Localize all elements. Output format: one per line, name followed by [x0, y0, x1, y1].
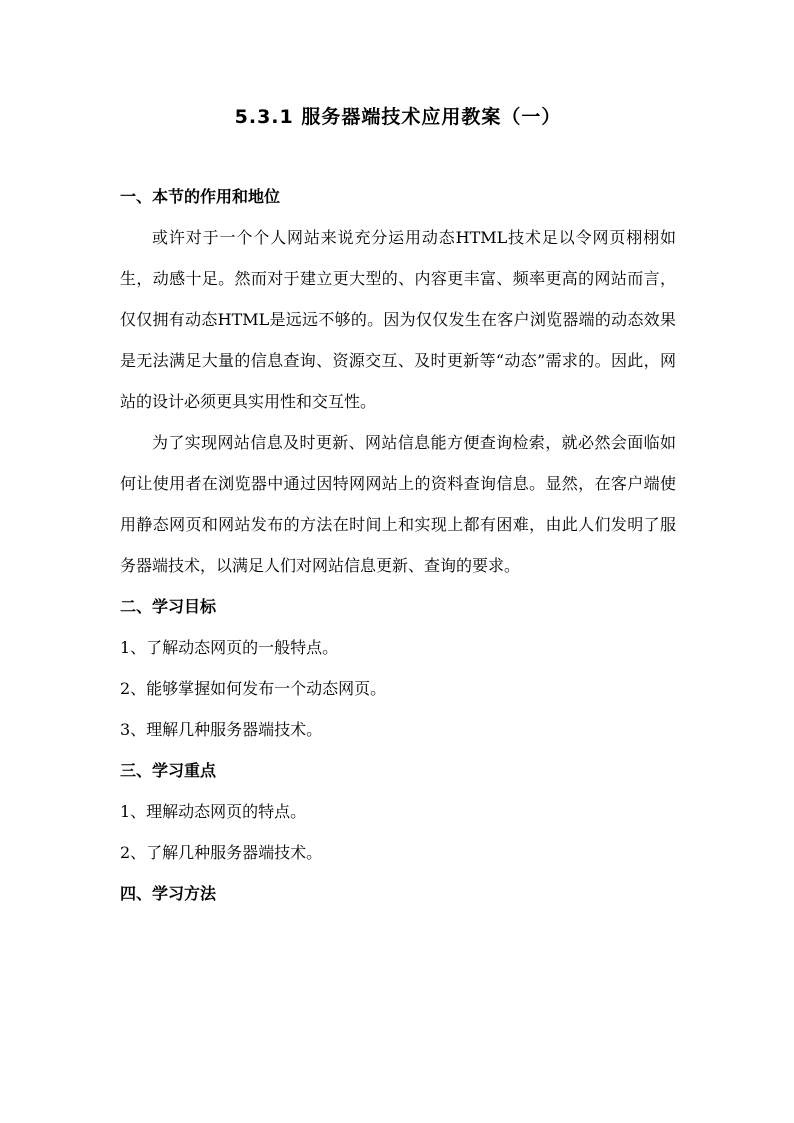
section-heading-methods: 四、学习方法 [120, 884, 217, 903]
section-heading-goals: 二、学习目标 [120, 597, 217, 616]
section-heading-role: 一、本节的作用和地位 [120, 187, 281, 206]
document-title: 5.3.1 服务器端技术应用教案（一） [234, 106, 562, 128]
goal-item: 1、了解动态网页的一般特点。 [120, 638, 339, 657]
paragraph-intro: 或许对于一个个人网站来说充分运用动态HTML技术足以令网页栩栩如生，动感十足。然而对于建立更大型的、内容更丰富、频率更高的网站而言，仅仅拥有动态HTML是远远不够的。因为仅仅发生在客户浏览器端的动态效果是无法满足大量的信息查询、资源交互、及时更新等“动态”需求的。因此，网站的设计必须更具实用性和交互性。 [120, 228, 676, 411]
goal-item: 3、理解几种服务器端技术。 [120, 720, 323, 739]
section-heading-key-points: 三、学习重点 [120, 761, 217, 780]
document-content [120, 100, 676, 914]
key-point-item: 2、了解几种服务器端技术。 [120, 843, 323, 862]
key-point-item: 1、理解动态网页的特点。 [120, 802, 307, 821]
goal-item: 2、能够掌握如何发布一个动态网页。 [120, 679, 387, 698]
paragraph-server-tech: 为了实现网站信息及时更新、网站信息能方便查询检索，就必然会面临如何让使用者在浏览器中通过因特网网站上的资料查询信息。显然，在客户端使用静态网页和网站发布的方法在时间上和实现上都有困难，由此人们发明了服务器端技术，以满足人们对网站信息更新、查询的要求。 [120, 433, 676, 575]
